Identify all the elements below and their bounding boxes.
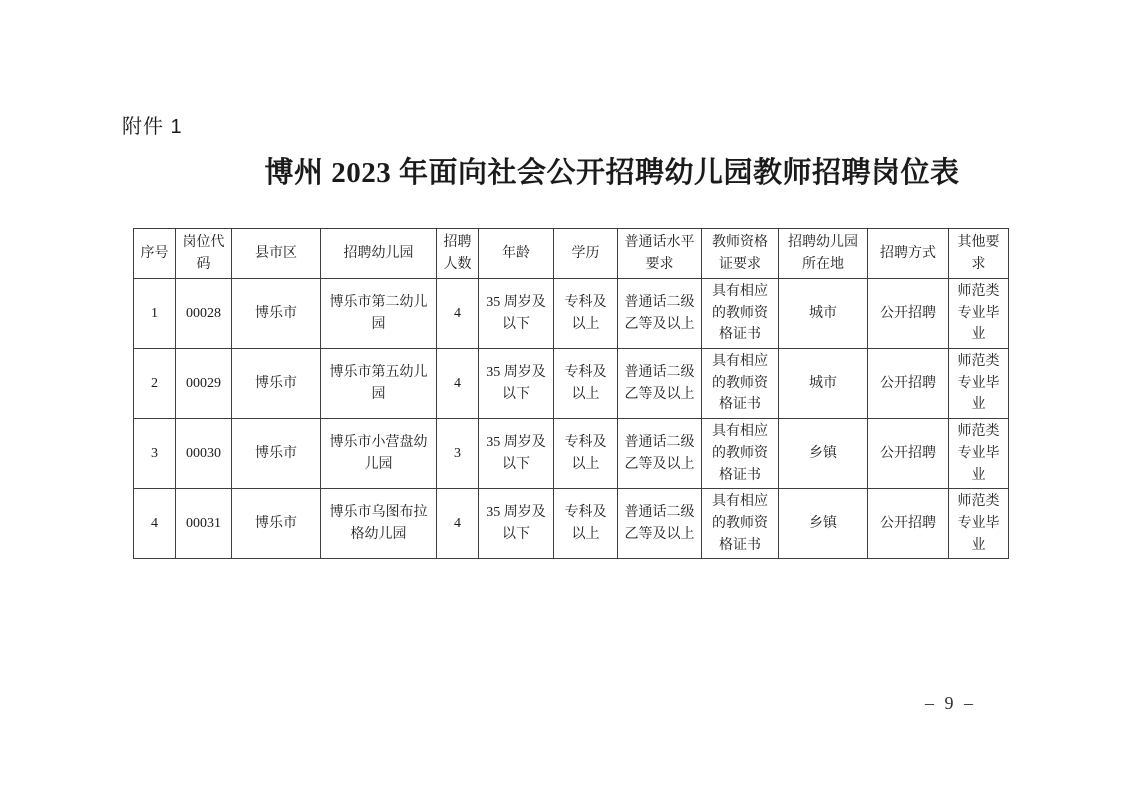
column-header-mandarin: 普通话水平要求 — [618, 229, 702, 279]
column-header-seq: 序号 — [134, 229, 176, 279]
table-cell: 博乐市小营盘幼儿园 — [321, 419, 437, 489]
table-cell: 具有相应的教师资格证书 — [702, 489, 779, 559]
table-row — [134, 349, 1009, 419]
table-cell: 35 周岁及以下 — [479, 419, 554, 489]
column-header-code: 岗位代码 — [176, 229, 232, 279]
attachment-label: 附件 1 — [122, 116, 183, 138]
table-cell: 普通话二级乙等及以上 — [618, 489, 702, 559]
table-cell: 35 周岁及以下 — [479, 279, 554, 349]
table-cell: 普通话二级乙等及以上 — [618, 349, 702, 419]
table-cell: 城市 — [779, 279, 868, 349]
table-cell: 具有相应的教师资格证书 — [702, 279, 779, 349]
table-cell: 00028 — [176, 279, 232, 349]
page-number: – 9 – — [925, 693, 976, 713]
column-header-kindergarten: 招聘幼儿园 — [321, 229, 437, 279]
table-cell: 公开招聘 — [868, 489, 949, 559]
table-row — [134, 279, 1009, 349]
table-cell: 00029 — [176, 349, 232, 419]
table-cell: 博乐市 — [232, 279, 321, 349]
positions-table — [133, 228, 1009, 559]
table-cell: 4 — [437, 349, 479, 419]
table-cell: 专科及以上 — [554, 489, 618, 559]
table-cell: 博乐市乌图布拉格幼儿园 — [321, 489, 437, 559]
table-header-row — [134, 229, 1009, 279]
column-header-location: 招聘幼儿园所在地 — [779, 229, 868, 279]
column-header-certificate: 教师资格证要求 — [702, 229, 779, 279]
table-cell: 乡镇 — [779, 419, 868, 489]
table-cell: 公开招聘 — [868, 349, 949, 419]
table-cell: 2 — [134, 349, 176, 419]
table-cell: 00031 — [176, 489, 232, 559]
table-cell: 00030 — [176, 419, 232, 489]
table-cell: 35 周岁及以下 — [479, 349, 554, 419]
column-header-education: 学历 — [554, 229, 618, 279]
column-header-method: 招聘方式 — [868, 229, 949, 279]
table-cell: 博乐市第二幼儿园 — [321, 279, 437, 349]
table-cell: 4 — [134, 489, 176, 559]
column-header-county: 县市区 — [232, 229, 321, 279]
table-cell: 城市 — [779, 349, 868, 419]
table-row — [134, 419, 1009, 489]
column-header-age: 年龄 — [479, 229, 554, 279]
table-cell: 3 — [437, 419, 479, 489]
table-cell: 博乐市 — [232, 349, 321, 419]
table-cell: 师范类专业毕业 — [949, 419, 1009, 489]
table-cell: 师范类专业毕业 — [949, 349, 1009, 419]
table-cell: 具有相应的教师资格证书 — [702, 349, 779, 419]
table-cell: 35 周岁及以下 — [479, 489, 554, 559]
table-cell: 1 — [134, 279, 176, 349]
table-row — [134, 489, 1009, 559]
table-cell: 博乐市 — [232, 489, 321, 559]
table-cell: 公开招聘 — [868, 279, 949, 349]
column-header-other: 其他要求 — [949, 229, 1009, 279]
table-cell: 博乐市第五幼儿园 — [321, 349, 437, 419]
table-cell: 专科及以上 — [554, 419, 618, 489]
table-cell: 公开招聘 — [868, 419, 949, 489]
table-cell: 专科及以上 — [554, 349, 618, 419]
table-cell: 4 — [437, 489, 479, 559]
table-cell: 师范类专业毕业 — [949, 279, 1009, 349]
table-cell: 普通话二级乙等及以上 — [618, 419, 702, 489]
column-header-headcount: 招聘人数 — [437, 229, 479, 279]
table-cell: 乡镇 — [779, 489, 868, 559]
page-title: 博州 2023 年面向社会公开招聘幼儿园教师招聘岗位表 — [264, 157, 960, 189]
table-cell: 3 — [134, 419, 176, 489]
table-cell: 普通话二级乙等及以上 — [618, 279, 702, 349]
table-cell: 具有相应的教师资格证书 — [702, 419, 779, 489]
table-cell: 专科及以上 — [554, 279, 618, 349]
table-cell: 博乐市 — [232, 419, 321, 489]
table-cell: 师范类专业毕业 — [949, 489, 1009, 559]
table-cell: 4 — [437, 279, 479, 349]
